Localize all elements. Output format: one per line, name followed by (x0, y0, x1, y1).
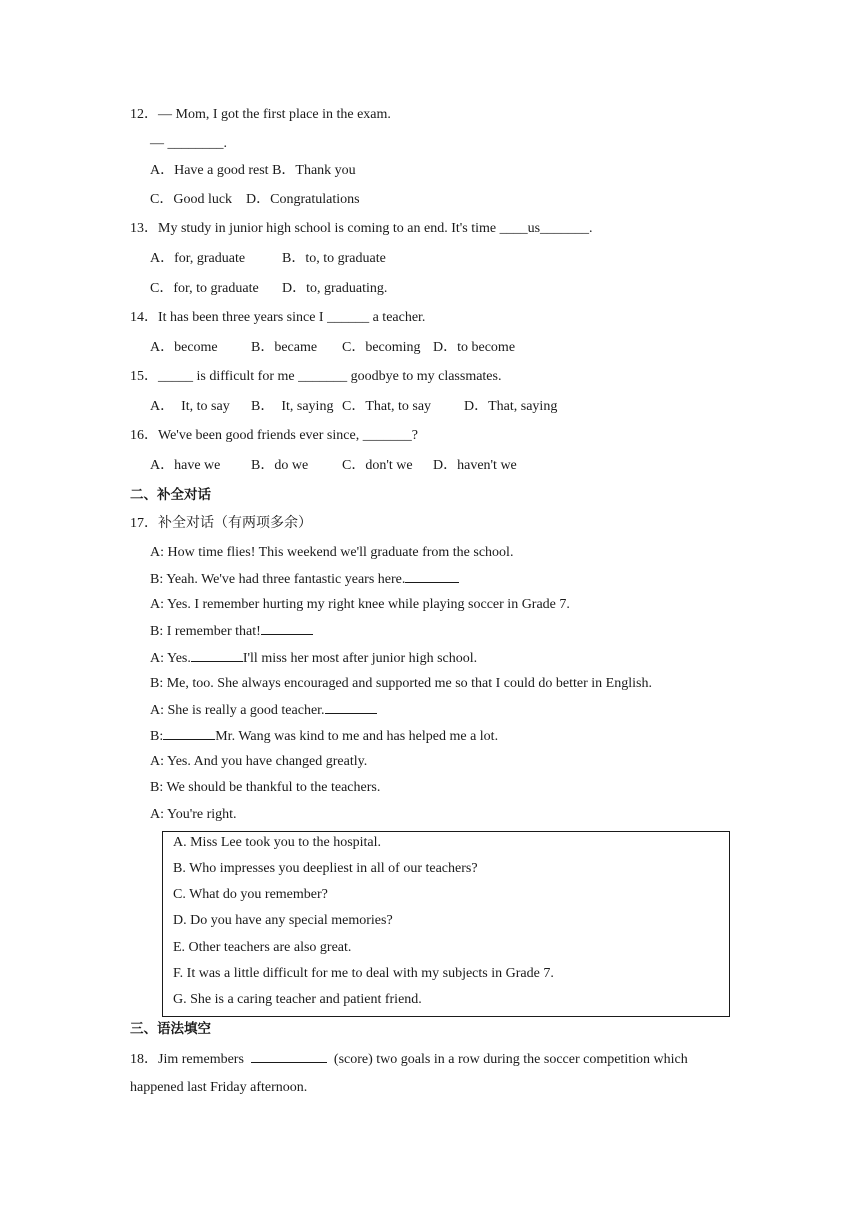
q12-options-cd: C．Good luck D．Congratulations (150, 192, 360, 207)
dialogue-option: C. What do you remember? (173, 887, 328, 902)
dialogue-line: A: Yes. And you have changed greatly. (150, 754, 368, 769)
q17-stem: 17．补全对话（有两项多余） (130, 516, 312, 531)
q16-stem: 16．We've been good friends ever since, _______? (130, 428, 418, 443)
q18-line-1: 18．Jim remembers (score) two goals in a row during the soccer competition which (130, 1052, 688, 1067)
q15-option-a: A． It, to say (150, 399, 230, 414)
q15-option-c: C．That, to say (342, 399, 432, 414)
q14-option-c: C．becoming (342, 340, 421, 355)
q14-option-d: D．to become (433, 340, 516, 355)
q12-options-ab: A．Have a good rest B．Thank you (150, 163, 356, 178)
q16-option-a: A．have we (150, 458, 221, 473)
dialogue-line: A: How time flies! This weekend we'll graduate from the school. (150, 545, 514, 560)
q16-option-b: B．do we (251, 458, 309, 473)
q15-stem: 15．_____ is difficult for me _______ goodbye to my classmates. (130, 369, 502, 384)
dialogue-line: A: Yes. I remember hurting my right knee while playing soccer in Grade 7. (150, 597, 570, 612)
dialogue-line: B: Me, too. She always encouraged and supported me so that I could do better in English. (150, 676, 652, 691)
q13-option-d: D．to, graduating. (282, 281, 388, 296)
q14-option-a: A．become (150, 340, 218, 355)
answer-blank[interactable] (191, 649, 243, 662)
dialogue-option: A. Miss Lee took you to the hospital. (173, 835, 382, 850)
answer-blank[interactable] (251, 1050, 327, 1063)
q13-option-c: C．for, to graduate (150, 281, 259, 296)
q13-stem: 13．My study in junior high school is coming to an end. It's time ____us_______. (130, 221, 593, 236)
dialogue-line: B: We should be thankful to the teachers. (150, 780, 381, 795)
dialogue-line: B: Mr. Wang was kind to me and has helped me a lot. (150, 729, 499, 744)
q12-stem: 12．— Mom, I got the first place in the exam. (130, 107, 391, 122)
q15-option-d: D．That, saying (464, 399, 558, 414)
q13-option-b: B．to, to graduate (282, 251, 386, 266)
q12-reply: — ________. (150, 136, 227, 151)
dialogue-option: E. Other teachers are also great. (173, 940, 352, 955)
dialogue-line: B: Yeah. We've had three fantastic years here. (150, 570, 459, 589)
answer-blank[interactable] (163, 727, 215, 740)
section-2-heading: 二、补全对话 (130, 487, 211, 503)
answer-blank[interactable] (405, 570, 459, 583)
dialogue-option: F. It was a little difficult for me to deal with my subjects in Grade 7. (173, 966, 554, 981)
dialogue-line: A: You're right. (150, 807, 237, 822)
q16-option-d: D．haven't we (433, 458, 517, 473)
answer-blank[interactable] (261, 622, 313, 635)
q18-line-2: happened last Friday afternoon. (130, 1080, 308, 1095)
q13-option-a: A．for, graduate (150, 251, 246, 266)
q16-option-c: C．don't we (342, 458, 413, 473)
q14-stem: 14．It has been three years since I ______ a teacher. (130, 310, 426, 325)
dialogue-line: A: She is really a good teacher. (150, 701, 377, 720)
dialogue-option: B. Who impresses you deepliest in all of our teachers? (173, 861, 478, 876)
dialogue-option: G. She is a caring teacher and patient friend. (173, 992, 422, 1007)
answer-blank[interactable] (325, 701, 377, 714)
section-3-heading: 三、语法填空 (130, 1021, 211, 1037)
dialogue-option: D. Do you have any special memories? (173, 913, 393, 928)
dialogue-line: A: Yes. I'll miss her most after junior high school. (150, 651, 478, 666)
dialogue-line: B: I remember that! (150, 622, 313, 641)
q14-option-b: B．became (251, 340, 318, 355)
q15-option-b: B． It, saying (251, 399, 334, 414)
